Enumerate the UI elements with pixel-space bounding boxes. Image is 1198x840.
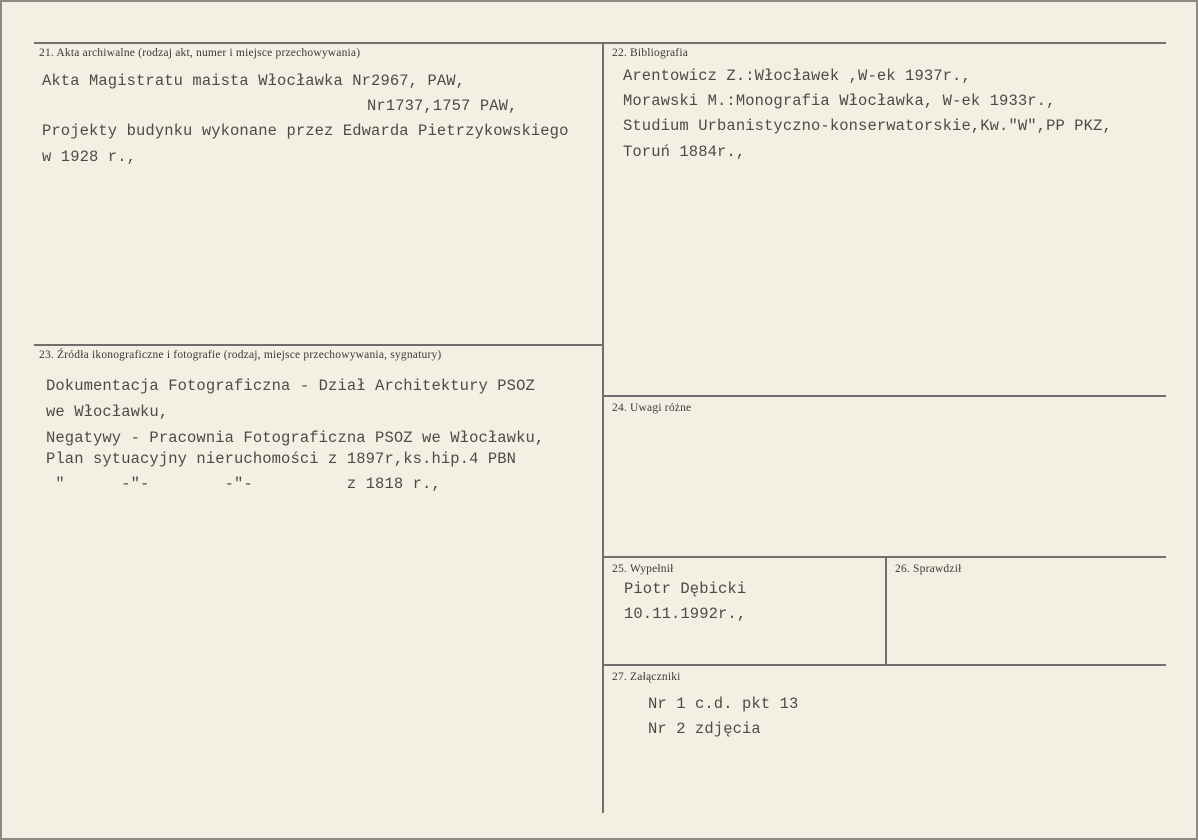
section-22-line-3: Studium Urbanistyczno-konserwatorskie,Kw."W",PP PKZ, (623, 117, 1112, 135)
filled-by-name: Piotr Dębicki (624, 580, 747, 598)
section-23-line-2: we Włocławku, (46, 403, 169, 421)
attachment-1: Nr 1 c.d. pkt 13 (648, 695, 799, 713)
section-21-line-1: Akta Magistratu maista Włocławka Nr2967, PAW, (42, 72, 466, 90)
section-22-line-1: Arentowicz Z.:Włocławek ,W-ek 1937r., (623, 67, 971, 85)
attachment-2: Nr 2 zdjęcia (648, 720, 761, 738)
section-22-label: 22. Bibliografia (612, 47, 689, 59)
center-divider (602, 42, 604, 813)
section-21-line-3: Projekty budynku wykonane przez Edwarda Pietrzykowskiego (42, 122, 569, 140)
section-24-label: 24. Uwagi różne (612, 402, 692, 414)
section-21-line-4: w 1928 r., (42, 148, 137, 166)
rule-24 (603, 395, 1166, 397)
section-21-line-2: Nr1737,1757 PAW, (367, 97, 518, 115)
top-rule-right (603, 42, 1166, 44)
section-22-line-4: Toruń 1884r., (623, 143, 746, 161)
section-27-label: 27. Załączniki (612, 671, 681, 683)
section-23-line-4: Plan sytuacyjny nieruchomości z 1897r,ks.hip.4 PBN (46, 450, 517, 468)
top-rule-left (34, 42, 602, 44)
filled-by-date: 10.11.1992r., (624, 605, 747, 623)
divider-25-26 (885, 556, 887, 665)
section-23-line-5: " -"- -"- z 1818 r., (46, 475, 441, 493)
section-26-label: 26. Sprawdził (895, 563, 962, 575)
section-23-label: 23. Źródła ikonograficzne i fotografie (rodzaj, miejsce przechowywania, sygnatury) (39, 349, 442, 361)
section-21-label: 21. Akta archiwalne (rodzaj akt, numer i miejsce przechowywania) (39, 47, 361, 59)
section-23-line-3: Negatywy - Pracownia Fotograficzna PSOZ we Włocławku, (46, 429, 545, 447)
rule-27 (603, 664, 1166, 666)
section-23-line-1: Dokumentacja Fotograficzna - Dział Architektury PSOZ (46, 377, 535, 395)
section-22-line-2: Morawski M.:Monografia Włocławka, W-ek 1933r., (623, 92, 1056, 110)
section-25-label: 25. Wypełnił (612, 563, 674, 575)
rule-23 (34, 344, 602, 346)
